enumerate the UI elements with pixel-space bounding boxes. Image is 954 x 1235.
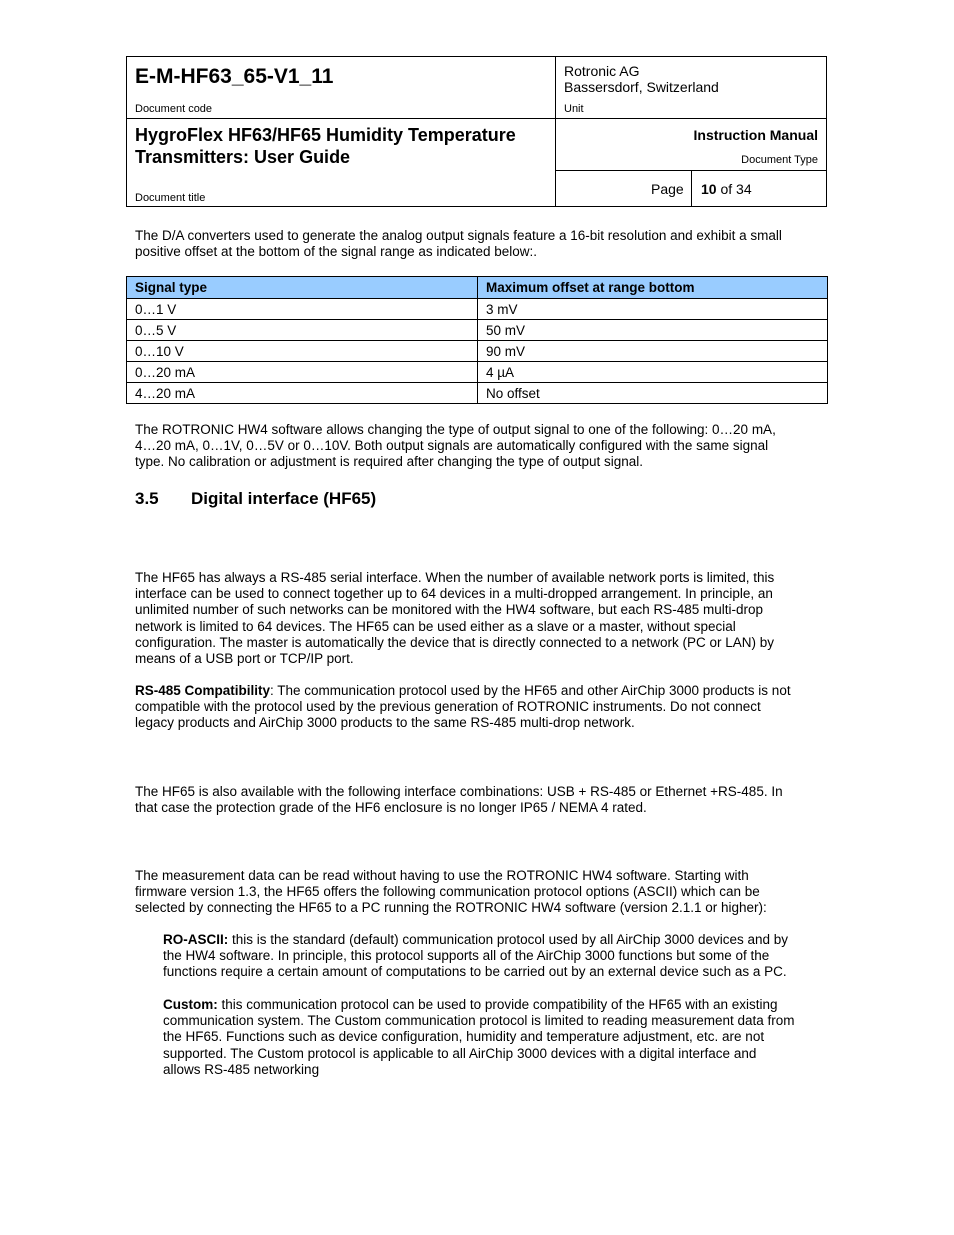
hw4-paragraph xyxy=(135,422,825,471)
text-line: compatible with the protocol used by the previous generation of ROTRONIC instruments. Do not connect xyxy=(135,699,761,715)
page-divider xyxy=(691,171,692,206)
unit-label: Unit xyxy=(564,103,584,115)
text-line: type. No calibration or adjustment is required after changing the type of output signal. xyxy=(135,454,644,470)
column-header-max-offset: Maximum offset at range bottom xyxy=(478,277,828,299)
doc-code-cell xyxy=(127,57,556,119)
custom-label: Custom: xyxy=(163,997,218,1012)
unit-location: Bassersdorf, Switzerland xyxy=(564,79,719,95)
document-title: HygroFlex HF63/HF65 Humidity Temperature Transmitters: User Guide xyxy=(135,125,516,167)
text-line: network is limited to 64 devices. The HF65 can be used either as a slave or a master, without special xyxy=(135,618,736,634)
text-line: The D/A converters used to generate the analog output signals feature a 16-bit resolution and exhibit a small xyxy=(135,228,782,243)
text-line: the HF65. Functions such as device configuration, humidity and temperature adjustment, etc. are not xyxy=(163,1029,765,1045)
page-label: Page xyxy=(651,181,684,197)
column-header-signal-type: Signal type xyxy=(127,277,478,299)
page-current: 10 xyxy=(701,181,717,197)
intro-paragraph xyxy=(135,228,825,260)
table-cell: 90 mV xyxy=(478,341,828,362)
table-cell: 0…20 mA xyxy=(127,362,478,383)
text-line: that case the protection grade of the HF6 enclosure is no longer IP65 / NEMA 4 rated. xyxy=(135,800,647,816)
table-cell: 4…20 mA xyxy=(127,383,478,404)
unit-cell xyxy=(556,57,826,119)
text-line: the HW4 software. In principle, this protocol supports all of the AirChip 3000 functions but some of the xyxy=(163,948,770,964)
table-cell: No offset xyxy=(478,383,828,404)
text-line: functions require a certain amount of computations to be carried out by an external device such as a PC. xyxy=(163,964,787,980)
offset-table xyxy=(126,276,828,404)
ro-ascii-paragraph xyxy=(163,932,825,981)
doc-code: E-M-HF63_65-V1_11 xyxy=(135,65,334,88)
table-cell: 0…10 V xyxy=(127,341,478,362)
text-line: interface can be used to connect together up to 64 devices in a multi-dropped arrangement. In principle, an xyxy=(135,586,773,602)
table-cell: 4 µA xyxy=(478,362,828,383)
compatibility-label: RS-485 Compatibility xyxy=(135,683,271,698)
table-cell: 0…5 V xyxy=(127,320,478,341)
title-cell xyxy=(127,119,556,206)
text-line: selected by connecting the HF65 to a PC running the ROTRONIC HW4 software (version 2.1.1 or higher): xyxy=(135,900,767,916)
text-line: firmware version 1.3, the HF65 offers the following communication protocol options (ASCII) which can be xyxy=(135,884,760,900)
table-row xyxy=(127,341,828,362)
text-line: The measurement data can be read without having to use the ROTRONIC HW4 software. Starting with xyxy=(135,868,749,883)
table-row xyxy=(127,299,828,320)
text-line: allows RS-485 networking xyxy=(163,1061,320,1077)
text-line xyxy=(163,997,825,1013)
text-span: this is the standard (default) communication protocol used by all AirChip 3000 devices and by xyxy=(228,932,789,947)
text-line: configuration. The master is automatically the device that is directly connected to a network (PC or LAN) by xyxy=(135,634,775,650)
text-line: 4…20 mA, 0…1V, 0…5V or 0…10V. Both output signals are automatically configured with the same signal xyxy=(135,438,769,454)
text-line: positive offset at the bottom of the signal range as indicated below:. xyxy=(135,244,538,260)
text-line xyxy=(163,932,825,948)
section-number: 3.5 xyxy=(135,489,159,508)
section-heading xyxy=(135,489,376,509)
table-cell: 0…1 V xyxy=(127,299,478,320)
text-span: this communication protocol can be used to provide compatibility of the HF65 with an existing xyxy=(217,997,778,1012)
ro-ascii-label: RO-ASCII: xyxy=(163,932,229,947)
text-line: communication system. The Custom communication protocol is limited to reading measurement data from xyxy=(163,1013,795,1029)
page-total: of 34 xyxy=(720,181,752,197)
title-label: Document title xyxy=(135,192,206,204)
text-line: The HF65 has always a RS-485 serial interface. When the number of available network ports is limited, this xyxy=(135,570,775,585)
text-line: The HF65 is also available with the following interface combinations: USB + RS-485 or Ethernet +RS-485. In xyxy=(135,784,783,799)
text-line: legacy products and AirChip 3000 products to the same RS-485 multi-drop network. xyxy=(135,715,635,731)
rs485-paragraph xyxy=(135,570,825,667)
doctype-label: Document Type xyxy=(741,154,818,166)
interface-combo-paragraph xyxy=(135,784,825,816)
section-title: Digital interface (HF65) xyxy=(191,489,377,508)
document-header xyxy=(126,56,827,207)
table-row xyxy=(127,320,828,341)
compatibility-paragraph xyxy=(135,683,825,732)
doctype-cell xyxy=(556,119,826,171)
table-row xyxy=(127,362,828,383)
table-header-row xyxy=(127,277,828,299)
text-line: means of a USB port or TCP/IP port. xyxy=(135,651,354,667)
measurement-paragraph xyxy=(135,868,825,917)
text-line: unlimited number of such networks can be monitored with the HW4 software, but each RS-485 multi-drop xyxy=(135,602,764,618)
table-cell: 3 mV xyxy=(478,299,828,320)
custom-paragraph xyxy=(163,997,825,1078)
text-line: The ROTRONIC HW4 software allows changing the type of output signal to one of the following: 0…20 mA, xyxy=(135,422,776,437)
table-row xyxy=(127,383,828,404)
text-line: supported. The Custom protocol is applicable to all AirChip 3000 devices with a digital interface and xyxy=(163,1045,757,1061)
page-number xyxy=(701,181,752,197)
unit-company: Rotronic AG xyxy=(564,63,640,79)
doc-code-label: Document code xyxy=(135,103,213,115)
document-type: Instruction Manual xyxy=(693,127,818,143)
table-cell: 50 mV xyxy=(478,320,828,341)
text-line xyxy=(135,683,825,699)
text-span: : The communication protocol used by the HF65 and other AirChip 3000 products is not xyxy=(270,683,791,698)
